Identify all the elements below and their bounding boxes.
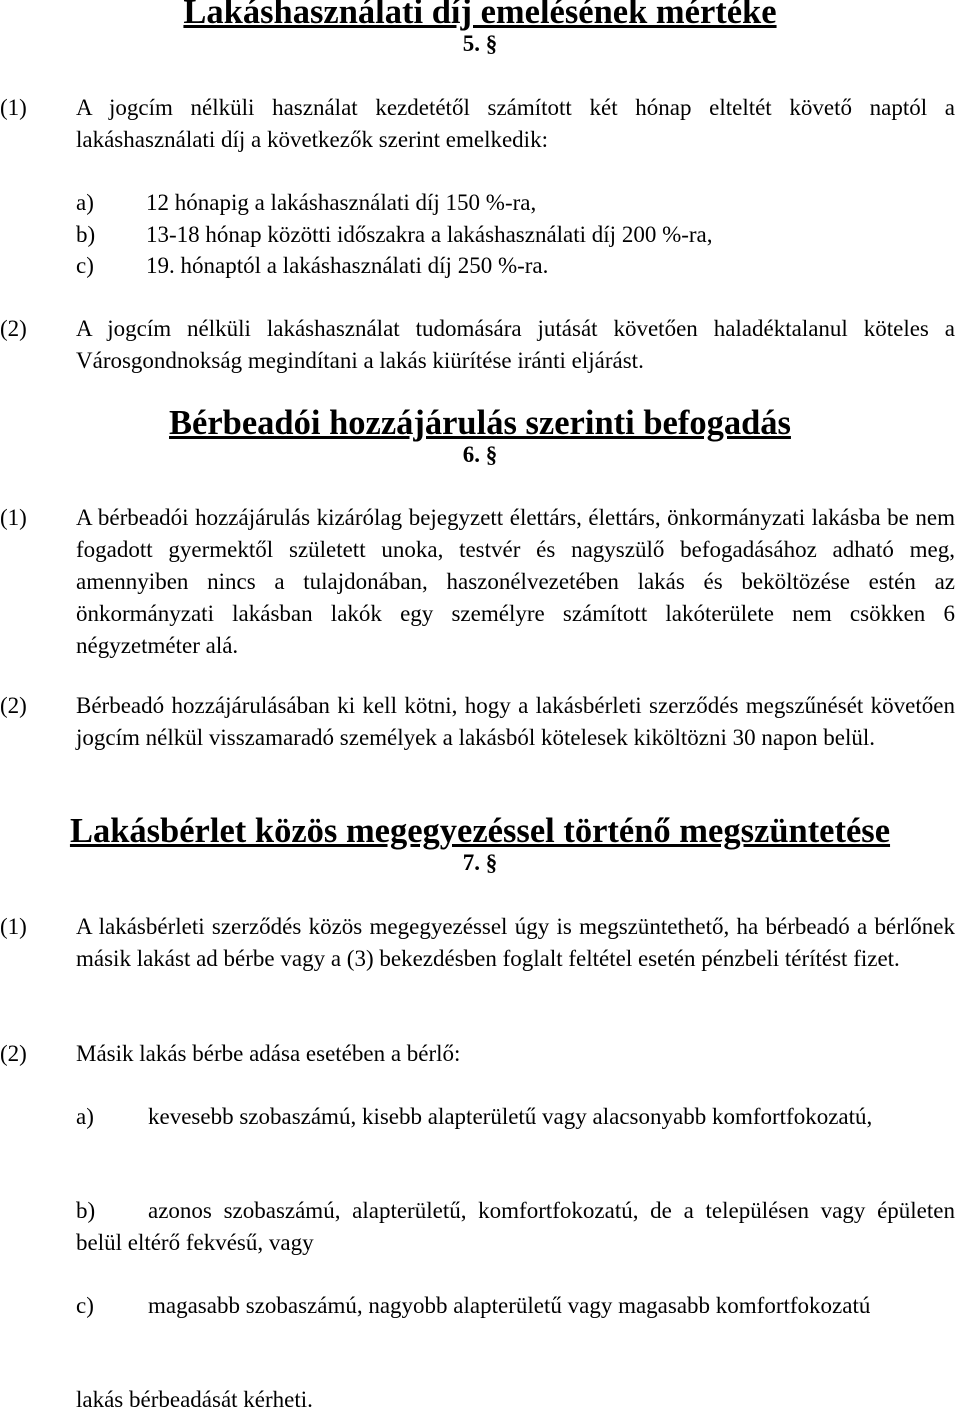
closing-text: lakás bérbeadását kérheti. — [76, 1387, 313, 1412]
list-item-text: 12 hónapig a lakáshasználati díj 150 %-ra, — [146, 190, 537, 215]
section-6-number: 6. § — [462, 442, 498, 467]
list-item-label: b) — [76, 222, 96, 247]
section-7-number: 7. § — [462, 850, 498, 875]
paragraph-text: A jogcím nélküli használat kezdetétől számított két hónap elteltét követő naptól a lakáshasználati díj a következők szerint emelkedik: — [76, 95, 955, 152]
paragraph-number: (2) — [0, 693, 27, 718]
list-item-label: c) — [76, 253, 94, 278]
paragraph-text: Másik lakás bérbe adása esetében a bérlő: — [76, 1041, 461, 1066]
paragraph-number: (1) — [0, 95, 27, 120]
paragraph-number: (1) — [0, 914, 27, 939]
paragraph-number: (1) — [0, 505, 27, 530]
paragraph-text: A lakásbérleti szerződés közös megegyezéssel úgy is megszüntethető, ha bérbeadó a bérlőnek másik lakást ad bérbe vagy a (3) bekezdésben foglalt feltétel esetén pénzbeli térítést fizet. — [76, 914, 955, 971]
paragraph-text: A bérbeadói hozzájárulás kizárólag bejegyzett élettárs, élettárs, önkormányzati lakásba be nem fogadott gyermektől született unoka, testvér és nagyszülő befogadásához adható meg, amennyiben nincs a tulajdonában, haszonélvezetében lakás és beköltözése estén az önkormányzati lakásban lakók egy személyre számított lakóterülete nem csökken 6 négyzetméter alá. — [76, 505, 955, 658]
paragraph-number: (2) — [0, 316, 27, 341]
paragraph-text: A jogcím nélküli lakáshasználat tudomására jutását követően haladéktalanul köteles a Városgondnokság megindítani a lakás kiürítése iránti eljárást. — [76, 316, 955, 373]
section-7-title: Lakásbérlet közös megegyezéssel történő megszüntetése — [69, 812, 891, 850]
section-6-title: Bérbeadói hozzájárulás szerinti befogadás — [169, 404, 791, 442]
section-5-title: Lakáshasználati díj emelésének mértéke — [183, 0, 777, 31]
sub-item-a: a) kevesebb szobaszámú, kisebb alapterületű vagy alacsonyabb komfortfokozatú, — [76, 1104, 873, 1129]
sub-item-b: b) azonos szobaszámú, alapterületű, komfortfokozatú, de a településen vagy épületen belül eltérő fekvésű, vagy — [76, 1198, 955, 1255]
section-5-number: 5. § — [462, 31, 498, 56]
list-item-text: 19. hónaptól a lakáshasználati díj 250 %-ra. — [146, 253, 549, 278]
list-item-text: 13-18 hónap közötti időszakra a lakáshasználati díj 200 %-ra, — [146, 222, 713, 247]
paragraph-text: Bérbeadó hozzájárulásában ki kell kötni, hogy a lakásbérleti szerződés megszűnését követően jogcím nélkül visszamaradó személyek a lakásból kötelesek kiköltözni 30 napon belül. — [76, 693, 955, 750]
list-item-label: a) — [76, 190, 94, 215]
sub-item-c: c) magasabb szobaszámú, nagyobb alapterületű vagy magasabb komfortfokozatú — [76, 1293, 871, 1318]
paragraph-number: (2) — [0, 1041, 27, 1066]
